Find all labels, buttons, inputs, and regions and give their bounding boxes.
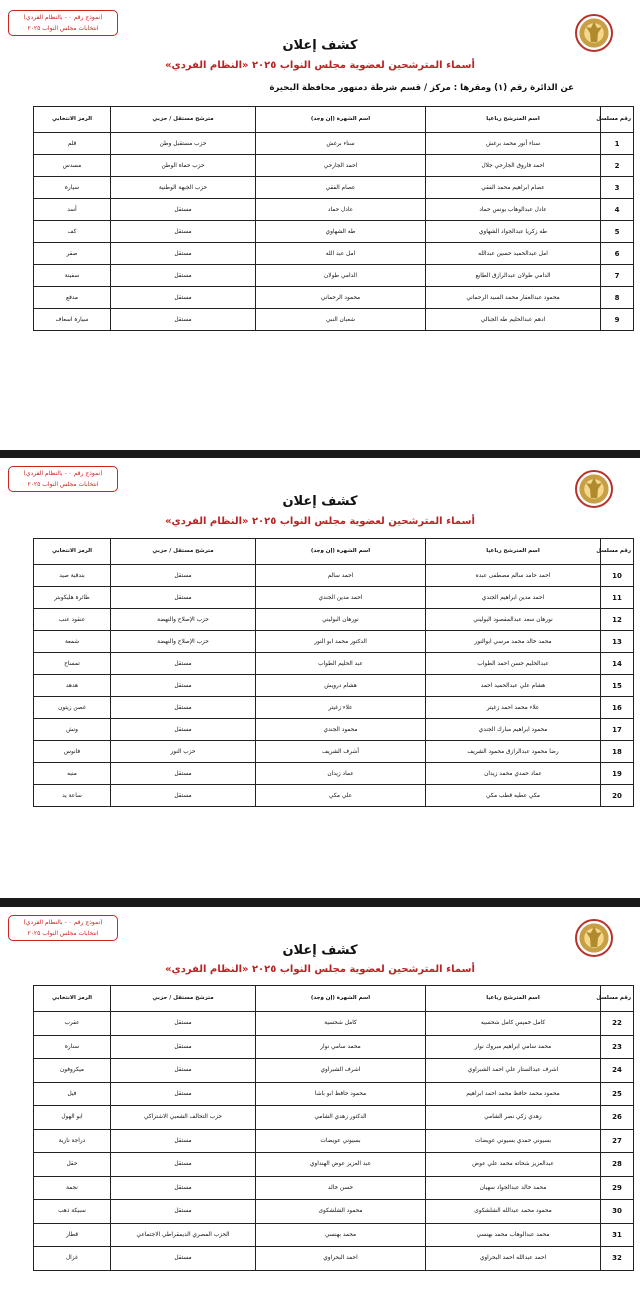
- serial-number-cell: 18: [601, 741, 634, 763]
- serial-number-cell: 8: [601, 287, 634, 309]
- electoral-symbol-cell: ساعة يد: [34, 785, 111, 807]
- candidate-name-cell: علاء محمد احمد زغيتر: [426, 697, 601, 719]
- document-page-3: [0, 907, 640, 1290]
- known-name-cell: عبد الحليم الطواب: [256, 653, 426, 675]
- serial-number-cell: 24: [601, 1059, 634, 1083]
- candidate-name-cell: هشام علي عبدالحميد احمد: [426, 675, 601, 697]
- table-row: [34, 653, 634, 675]
- candidate-name-cell: عماد حمدي محمد زيدان: [426, 763, 601, 785]
- electoral-symbol-cell: ميكروفون: [34, 1059, 111, 1083]
- serial-number-cell: 15: [601, 675, 634, 697]
- known-name-cell: محمود الشلشكوى: [256, 1200, 426, 1224]
- serial-number-cell: 17: [601, 719, 634, 741]
- candidate-name-cell: محمود محمد عبدالله الشلشكوى: [426, 1200, 601, 1224]
- affiliation-cell: مستقل: [111, 199, 256, 221]
- form-stamp: [8, 466, 118, 492]
- affiliation-cell: مستقل: [111, 587, 256, 609]
- electoral-symbol-cell: بندقية صيد: [34, 565, 111, 587]
- district-line: عن الدائرة رقم (١) ومقرها : مركز / قسم شرطة دمنهور محافظة البحيرة: [269, 83, 574, 93]
- header-num: رقم مسلسل: [601, 107, 634, 133]
- candidate-name-cell: زهدي زكي نصر الشامي: [426, 1106, 601, 1130]
- serial-number-cell: 16: [601, 697, 634, 719]
- candidate-name-cell: طه زكريا عبدالجواد الشهاوي: [426, 221, 601, 243]
- table-row: [34, 1200, 634, 1224]
- electoral-symbol-cell: سيارة: [34, 177, 111, 199]
- affiliation-cell: مستقل: [111, 1059, 256, 1083]
- candidate-name-cell: احمد فاروق الجارحي جلال: [426, 155, 601, 177]
- candidate-name-cell: سناء أنور محمد برغش: [426, 133, 601, 155]
- affiliation-cell: مستقل: [111, 265, 256, 287]
- known-name-cell: عماد زيدان: [256, 763, 426, 785]
- affiliation-cell: الحزب المصري الديمقراطي الاجتماعي: [111, 1223, 256, 1247]
- affiliation-cell: حزب النور: [111, 741, 256, 763]
- known-name-cell: عادل حماد: [256, 199, 426, 221]
- affiliation-cell: مستقل: [111, 243, 256, 265]
- known-name-cell: علاء زغيتر: [256, 697, 426, 719]
- electoral-symbol-cell: سفينة: [34, 265, 111, 287]
- table-row: [34, 1059, 634, 1083]
- affiliation-cell: مستقل: [111, 785, 256, 807]
- header-symbol: الرمز الانتخابي: [34, 986, 111, 1012]
- known-name-cell: محمود حافظ ابو باشا: [256, 1082, 426, 1106]
- electoral-symbol-cell: أسد: [34, 199, 111, 221]
- electoral-symbol-cell: قلم: [34, 133, 111, 155]
- candidate-name-cell: عبدالعزيز شحاته محمد علي عوض: [426, 1153, 601, 1177]
- table-row: [34, 221, 634, 243]
- electoral-symbol-cell: سنارة: [34, 1035, 111, 1059]
- header-affiliation: مترشح مستقل / حزبي: [111, 539, 256, 565]
- table-row: [34, 265, 634, 287]
- header-affiliation: مترشح مستقل / حزبي: [111, 107, 256, 133]
- stamp-line-1: (نموذج رقم ٠ - بالنظام الفردي): [23, 470, 103, 477]
- known-name-cell: احمد مدين الجندي: [256, 587, 426, 609]
- known-name-cell: عبد العزيز عوض الهنداوي: [256, 1153, 426, 1177]
- known-name-cell: الدكتور زهدي الشامي: [256, 1106, 426, 1130]
- electoral-symbol-cell: غصن زيتون: [34, 697, 111, 719]
- known-name-cell: حسن خالد: [256, 1176, 426, 1200]
- serial-number-cell: 22: [601, 1012, 634, 1036]
- electoral-symbol-cell: طائرة هليكوبتر: [34, 587, 111, 609]
- known-name-cell: علي مكي: [256, 785, 426, 807]
- candidate-name-cell: احمد حامد سالم مصطفى عبده: [426, 565, 601, 587]
- electoral-symbol-cell: سيارة اسعاف: [34, 309, 111, 331]
- table-row: [34, 1082, 634, 1106]
- serial-number-cell: 13: [601, 631, 634, 653]
- known-name-cell: كامل شحسية: [256, 1012, 426, 1036]
- page-title: كشف إعلان: [282, 494, 358, 509]
- electoral-symbol-cell: مسدس: [34, 155, 111, 177]
- candidate-name-cell: محمد خالد محمد مرسي ابوالنور: [426, 631, 601, 653]
- known-name-cell: شعبان النبي: [256, 309, 426, 331]
- table-row: [34, 565, 634, 587]
- known-name-cell: الدامي طولان: [256, 265, 426, 287]
- electoral-symbol-cell: غزال: [34, 1247, 111, 1271]
- candidate-name-cell: احمد مدين ابراهيم الجندي: [426, 587, 601, 609]
- form-stamp: [8, 10, 118, 36]
- electoral-symbol-cell: مدفع: [34, 287, 111, 309]
- known-name-cell: اشرف الشبراوي: [256, 1059, 426, 1083]
- electoral-symbol-cell: صقر: [34, 243, 111, 265]
- electoral-symbol-cell: منبه: [34, 763, 111, 785]
- affiliation-cell: مستقل: [111, 1247, 256, 1271]
- page-subtitle: أسماء المترشحين لعضوية مجلس النواب ٢٠٢٥ «النظام الفردي»: [165, 60, 475, 71]
- table-row: [34, 763, 634, 785]
- candidate-name-cell: رضا محمود عبدالرازق محمود الشريف: [426, 741, 601, 763]
- serial-number-cell: 31: [601, 1223, 634, 1247]
- header-name: اسم المترشح رباعيا: [426, 107, 601, 133]
- known-name-cell: هشام درويش: [256, 675, 426, 697]
- electoral-symbol-cell: كف: [34, 221, 111, 243]
- known-name-cell: أشرف الشريف: [256, 741, 426, 763]
- table-row: [34, 1223, 634, 1247]
- document-page-2: [0, 458, 640, 898]
- serial-number-cell: 12: [601, 609, 634, 631]
- table-row: [34, 741, 634, 763]
- candidate-name-cell: احمد عبدالله احمد البحراوي: [426, 1247, 601, 1271]
- serial-number-cell: 9: [601, 309, 634, 331]
- affiliation-cell: حزب حماة الوطن: [111, 155, 256, 177]
- table-row: [34, 675, 634, 697]
- candidate-name-cell: بسيوني حمدي بسيوني عويضات: [426, 1129, 601, 1153]
- affiliation-cell: مستقل: [111, 653, 256, 675]
- header-fame: اسم الشهرة (إن وجد): [256, 107, 426, 133]
- candidate-name-cell: مكي عطيه قطب مكي: [426, 785, 601, 807]
- header-name: اسم المترشح رباعيا: [426, 986, 601, 1012]
- candidate-name-cell: الدامي طولان عبدالرازق الطايع: [426, 265, 601, 287]
- electoral-symbol-cell: تمساح: [34, 653, 111, 675]
- table-row: [34, 287, 634, 309]
- table-row: [34, 1153, 634, 1177]
- page-subtitle: أسماء المترشحين لعضوية مجلس النواب ٢٠٢٥ «النظام الفردي»: [165, 516, 475, 527]
- table-row: [34, 1106, 634, 1130]
- affiliation-cell: مستقل: [111, 221, 256, 243]
- stamp-line-1: (نموذج رقم ٠ - بالنظام الفردي): [23, 919, 103, 926]
- affiliation-cell: مستقل: [111, 697, 256, 719]
- header-num: رقم مسلسل: [601, 539, 634, 565]
- header-symbol: الرمز الانتخابي: [34, 107, 111, 133]
- stamp-line-2: انتخابات مجلس النواب ٢٠٢٥: [27, 481, 99, 488]
- known-name-cell: طه الشهاوي: [256, 221, 426, 243]
- candidate-name-cell: اشرف عبدالستار علي احمد الشبراوي: [426, 1059, 601, 1083]
- serial-number-cell: 6: [601, 243, 634, 265]
- header-fame: اسم الشهرة (إن وجد): [256, 986, 426, 1012]
- known-name-cell: بسيوني عويضات: [256, 1129, 426, 1153]
- candidate-name-cell: محمد خالد عبدالجواد سهيان: [426, 1176, 601, 1200]
- electoral-symbol-cell: شمعة: [34, 631, 111, 653]
- table-row: [34, 1247, 634, 1271]
- affiliation-cell: مستقل: [111, 1176, 256, 1200]
- serial-number-cell: 32: [601, 1247, 634, 1271]
- page-title: كشف إعلان: [282, 943, 358, 958]
- candidate-name-cell: امل عبدالحميد حسين عبدالله: [426, 243, 601, 265]
- header-name: اسم المترشح رباعيا: [426, 539, 601, 565]
- serial-number-cell: 10: [601, 565, 634, 587]
- serial-number-cell: 19: [601, 763, 634, 785]
- candidate-name-cell: عصام ابراهيم محمد الفقي: [426, 177, 601, 199]
- affiliation-cell: مستقل: [111, 309, 256, 331]
- candidate-name-cell: محمود عبدالغفار محمد السيد الرحماني: [426, 287, 601, 309]
- known-name-cell: سناء برغش: [256, 133, 426, 155]
- electoral-symbol-cell: عنقود عنب: [34, 609, 111, 631]
- header-symbol: الرمز الانتخابي: [34, 539, 111, 565]
- electoral-symbol-cell: سبيكة ذهب: [34, 1200, 111, 1224]
- affiliation-cell: مستقل: [111, 675, 256, 697]
- serial-number-cell: 27: [601, 1129, 634, 1153]
- page-title: كشف إعلان: [282, 38, 358, 53]
- header-num: رقم مسلسل: [601, 986, 634, 1012]
- serial-number-cell: 1: [601, 133, 634, 155]
- serial-number-cell: 4: [601, 199, 634, 221]
- electoral-symbol-cell: فيل: [34, 1082, 111, 1106]
- table-row: [34, 631, 634, 653]
- known-name-cell: الدكتور محمد ابو النور: [256, 631, 426, 653]
- known-name-cell: محمود الرحماني: [256, 287, 426, 309]
- table-row: [34, 1035, 634, 1059]
- known-name-cell: عصام الفقي: [256, 177, 426, 199]
- known-name-cell: محمد بهنسي: [256, 1223, 426, 1247]
- known-name-cell: امل عبد الله: [256, 243, 426, 265]
- affiliation-cell: مستقل: [111, 1153, 256, 1177]
- serial-number-cell: 23: [601, 1035, 634, 1059]
- serial-number-cell: 5: [601, 221, 634, 243]
- table-row: [34, 177, 634, 199]
- table-row: [34, 719, 634, 741]
- serial-number-cell: 26: [601, 1106, 634, 1130]
- affiliation-cell: حزب التحالف الشعبي الاشتراكي: [111, 1106, 256, 1130]
- table-row: [34, 609, 634, 631]
- candidate-name-cell: محمود ابراهيم مبارك الجندي: [426, 719, 601, 741]
- serial-number-cell: 14: [601, 653, 634, 675]
- page-subtitle: أسماء المترشحين لعضوية مجلس النواب ٢٠٢٥ «النظام الفردي»: [165, 964, 475, 975]
- table-row: [34, 199, 634, 221]
- candidate-name-cell: ادهم عبدالحليم طه الجبالي: [426, 309, 601, 331]
- table-row: [34, 697, 634, 719]
- known-name-cell: محمود الجندي: [256, 719, 426, 741]
- header-affiliation: مترشح مستقل / حزبي: [111, 986, 256, 1012]
- serial-number-cell: 25: [601, 1082, 634, 1106]
- affiliation-cell: حزب الجبهة الوطنية: [111, 177, 256, 199]
- table-row: [34, 155, 634, 177]
- affiliation-cell: حزب الإصلاح والنهضة: [111, 609, 256, 631]
- table-row: [34, 785, 634, 807]
- table-row: [34, 309, 634, 331]
- affiliation-cell: مستقل: [111, 1012, 256, 1036]
- electoral-symbol-cell: ونش: [34, 719, 111, 741]
- table-row: [34, 243, 634, 265]
- header-fame: اسم الشهرة (إن وجد): [256, 539, 426, 565]
- document-page-1: [0, 0, 640, 450]
- candidates-table: [33, 106, 634, 331]
- table-row: [34, 1129, 634, 1153]
- affiliation-cell: حزب الإصلاح والنهضة: [111, 631, 256, 653]
- electoral-symbol-cell: حقل: [34, 1153, 111, 1177]
- electoral-symbol-cell: نجمة: [34, 1176, 111, 1200]
- candidate-name-cell: كامل خميس كامل شحسيه: [426, 1012, 601, 1036]
- electoral-symbol-cell: قطار: [34, 1223, 111, 1247]
- electoral-symbol-cell: هدهد: [34, 675, 111, 697]
- serial-number-cell: 30: [601, 1200, 634, 1224]
- affiliation-cell: حزب مستقبل وطن: [111, 133, 256, 155]
- known-name-cell: احمد سالم: [256, 565, 426, 587]
- table-row: [34, 587, 634, 609]
- candidate-name-cell: عادل عبدالوهاب يونس حماد: [426, 199, 601, 221]
- stamp-line-1: (نموذج رقم ٠ - بالنظام الفردي): [23, 14, 103, 21]
- electoral-symbol-cell: فانوس: [34, 741, 111, 763]
- table-row: [34, 1176, 634, 1200]
- known-name-cell: احمد الجارحي: [256, 155, 426, 177]
- electoral-symbol-cell: دراجة نارية: [34, 1129, 111, 1153]
- affiliation-cell: مستقل: [111, 763, 256, 785]
- stamp-line-2: انتخابات مجلس النواب ٢٠٢٥: [27, 930, 99, 937]
- serial-number-cell: 7: [601, 265, 634, 287]
- form-stamp: [8, 915, 118, 941]
- affiliation-cell: مستقل: [111, 1200, 256, 1224]
- serial-number-cell: 3: [601, 177, 634, 199]
- candidate-name-cell: عبدالحليم حسن احمد الطواب: [426, 653, 601, 675]
- serial-number-cell: 11: [601, 587, 634, 609]
- table-row: [34, 133, 634, 155]
- candidate-name-cell: محمد سامي ابراهيم مبروك نوار: [426, 1035, 601, 1059]
- affiliation-cell: مستقل: [111, 1129, 256, 1153]
- serial-number-cell: 28: [601, 1153, 634, 1177]
- affiliation-cell: مستقل: [111, 719, 256, 741]
- candidate-name-cell: محمود محمد حافظ محمد احمد ابراهيم: [426, 1082, 601, 1106]
- serial-number-cell: 2: [601, 155, 634, 177]
- affiliation-cell: مستقل: [111, 1035, 256, 1059]
- candidates-table: [33, 538, 634, 807]
- affiliation-cell: مستقل: [111, 1082, 256, 1106]
- candidate-name-cell: محمد عبدالوهاب محمد بهنسي: [426, 1223, 601, 1247]
- candidates-table: [33, 985, 634, 1271]
- serial-number-cell: 29: [601, 1176, 634, 1200]
- known-name-cell: نورهان البوليني: [256, 609, 426, 631]
- stamp-line-2: انتخابات مجلس النواب ٢٠٢٥: [27, 25, 99, 32]
- known-name-cell: محمد سامي نوار: [256, 1035, 426, 1059]
- electoral-symbol-cell: ابو الهول: [34, 1106, 111, 1130]
- known-name-cell: احمد البحراوي: [256, 1247, 426, 1271]
- candidate-name-cell: نورهان سعد عبدالمقصود البوليني: [426, 609, 601, 631]
- serial-number-cell: 20: [601, 785, 634, 807]
- table-row: [34, 1012, 634, 1036]
- affiliation-cell: مستقل: [111, 287, 256, 309]
- affiliation-cell: مستقل: [111, 565, 256, 587]
- electoral-symbol-cell: عقرب: [34, 1012, 111, 1036]
